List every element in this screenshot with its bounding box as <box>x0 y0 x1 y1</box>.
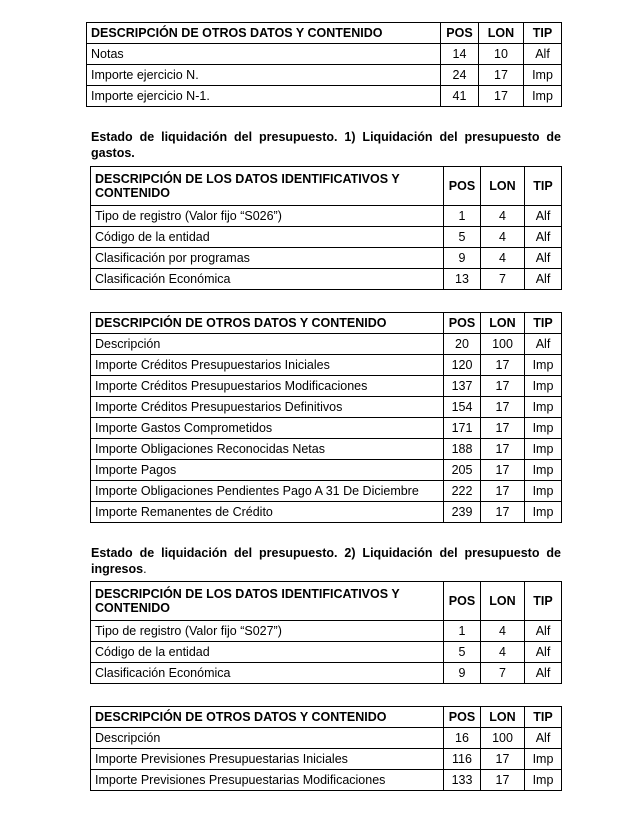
lon-cell: 4 <box>481 642 525 663</box>
lon-header: LON <box>481 313 525 334</box>
datos-identificativos-table-ingresos <box>90 581 562 684</box>
table-row <box>91 206 562 227</box>
desc-cell: Importe Créditos Presupuestarios Modificaciones <box>91 376 444 397</box>
table-row <box>91 621 562 642</box>
desc-cell: Clasificación Económica <box>91 269 444 290</box>
lon-cell: 7 <box>481 269 525 290</box>
lon-cell: 17 <box>481 376 525 397</box>
datos-identificativos-table-gastos <box>90 166 562 290</box>
pos-cell: 116 <box>444 749 481 770</box>
table-row <box>91 749 562 770</box>
desc-cell: Notas <box>87 44 441 65</box>
lon-cell: 100 <box>481 334 525 355</box>
desc-cell: Importe Previsiones Presupuestarias Modificaciones <box>91 770 444 791</box>
lon-cell: 4 <box>481 227 525 248</box>
tip-cell: Imp <box>525 355 562 376</box>
lon-header: LON <box>481 167 525 206</box>
desc-cell: Tipo de registro (Valor fijo “S026”) <box>91 206 444 227</box>
otros-datos-table-ingresos <box>90 706 562 791</box>
tip-header: TIP <box>525 167 562 206</box>
otros-datos-table-gastos <box>90 312 562 523</box>
table-row <box>87 86 562 107</box>
pos-cell: 154 <box>444 397 481 418</box>
pos-cell: 133 <box>444 770 481 791</box>
desc-cell: Importe Obligaciones Reconocidas Netas <box>91 439 444 460</box>
desc-header: DESCRIPCIÓN DE OTROS DATOS Y CONTENIDO <box>87 23 441 44</box>
tip-cell: Imp <box>525 502 562 523</box>
tip-cell: Alf <box>525 334 562 355</box>
pos-cell: 171 <box>444 418 481 439</box>
pos-header: POS <box>441 23 479 44</box>
pos-cell: 9 <box>444 248 481 269</box>
otros-datos-table-1 <box>86 22 562 107</box>
tip-cell: Alf <box>525 206 562 227</box>
pos-header: POS <box>444 167 481 206</box>
tip-cell: Imp <box>525 460 562 481</box>
tip-cell: Imp <box>524 86 562 107</box>
pos-cell: 24 <box>441 65 479 86</box>
desc-cell: Importe Gastos Comprometidos <box>91 418 444 439</box>
table-row <box>91 642 562 663</box>
lon-cell: 4 <box>481 621 525 642</box>
table-row <box>87 44 562 65</box>
tip-cell: Imp <box>525 749 562 770</box>
table-row <box>91 439 562 460</box>
lon-header: LON <box>479 23 524 44</box>
desc-cell: Importe Remanentes de Crédito <box>91 502 444 523</box>
tip-cell: Alf <box>525 248 562 269</box>
desc-header: DESCRIPCIÓN DE OTROS DATOS Y CONTENIDO <box>91 313 444 334</box>
tip-header: TIP <box>524 23 562 44</box>
table-header-row <box>91 582 562 621</box>
lon-cell: 17 <box>479 86 524 107</box>
lon-cell: 17 <box>481 749 525 770</box>
pos-cell: 41 <box>441 86 479 107</box>
lon-cell: 10 <box>479 44 524 65</box>
lon-cell: 17 <box>479 65 524 86</box>
tip-header: TIP <box>525 313 562 334</box>
table-row <box>91 248 562 269</box>
desc-header: DESCRIPCIÓN DE LOS DATOS IDENTIFICATIVOS Y CONTENIDO <box>91 582 444 621</box>
lon-header: LON <box>481 582 525 621</box>
desc-cell: Importe ejercicio N-1. <box>87 86 441 107</box>
pos-cell: 20 <box>444 334 481 355</box>
tip-cell: Imp <box>525 439 562 460</box>
pos-header: POS <box>444 582 481 621</box>
lon-cell: 100 <box>481 728 525 749</box>
lon-cell: 17 <box>481 481 525 502</box>
desc-cell: Clasificación por programas <box>91 248 444 269</box>
table-row <box>91 481 562 502</box>
lon-cell: 17 <box>481 460 525 481</box>
table-row <box>91 376 562 397</box>
pos-cell: 188 <box>444 439 481 460</box>
pos-cell: 1 <box>444 206 481 227</box>
table-header-row <box>91 707 562 728</box>
tip-header: TIP <box>525 707 562 728</box>
lon-cell: 17 <box>481 355 525 376</box>
lon-header: LON <box>481 707 525 728</box>
desc-cell: Importe Previsiones Presupuestarias Iniciales <box>91 749 444 770</box>
lon-cell: 4 <box>481 206 525 227</box>
pos-cell: 205 <box>444 460 481 481</box>
table-row <box>91 355 562 376</box>
pos-cell: 13 <box>444 269 481 290</box>
desc-header: DESCRIPCIÓN DE OTROS DATOS Y CONTENIDO <box>91 707 444 728</box>
lon-cell: 17 <box>481 502 525 523</box>
tip-cell: Alf <box>525 227 562 248</box>
desc-header: DESCRIPCIÓN DE LOS DATOS IDENTIFICATIVOS Y CONTENIDO <box>91 167 444 206</box>
lon-cell: 17 <box>481 770 525 791</box>
table-header-row <box>87 23 562 44</box>
desc-cell: Descripción <box>91 334 444 355</box>
desc-cell: Importe Obligaciones Pendientes Pago A 31 De Diciembre <box>91 481 444 502</box>
lon-cell: 7 <box>481 663 525 684</box>
desc-cell: Importe Pagos <box>91 460 444 481</box>
table-row <box>91 728 562 749</box>
table-row <box>87 65 562 86</box>
desc-cell: Descripción <box>91 728 444 749</box>
tip-cell: Alf <box>524 44 562 65</box>
table-row <box>91 663 562 684</box>
tip-cell: Imp <box>525 376 562 397</box>
table-row <box>91 269 562 290</box>
desc-cell: Código de la entidad <box>91 642 444 663</box>
table-row <box>91 502 562 523</box>
desc-cell: Código de la entidad <box>91 227 444 248</box>
tip-cell: Alf <box>525 642 562 663</box>
desc-cell: Clasificación Económica <box>91 663 444 684</box>
tip-cell: Alf <box>525 621 562 642</box>
tip-cell: Imp <box>524 65 562 86</box>
pos-cell: 14 <box>441 44 479 65</box>
section-heading-gastos: Estado de liquidación del presupuesto. 1) Liquidación del presupuesto de gastos. <box>91 130 561 160</box>
table-header-row <box>91 167 562 206</box>
tip-cell: Imp <box>525 397 562 418</box>
lon-cell: 4 <box>481 248 525 269</box>
table-row <box>91 227 562 248</box>
pos-cell: 120 <box>444 355 481 376</box>
pos-cell: 16 <box>444 728 481 749</box>
pos-cell: 222 <box>444 481 481 502</box>
tip-cell: Alf <box>525 269 562 290</box>
tip-header: TIP <box>525 582 562 621</box>
table-row <box>91 460 562 481</box>
pos-cell: 9 <box>444 663 481 684</box>
lon-cell: 17 <box>481 439 525 460</box>
tip-cell: Imp <box>525 418 562 439</box>
tip-cell: Imp <box>525 481 562 502</box>
desc-cell: Importe ejercicio N. <box>87 65 441 86</box>
pos-cell: 5 <box>444 642 481 663</box>
tip-cell: Alf <box>525 663 562 684</box>
pos-cell: 137 <box>444 376 481 397</box>
table-row <box>91 770 562 791</box>
desc-cell: Importe Créditos Presupuestarios Iniciales <box>91 355 444 376</box>
table-header-row <box>91 313 562 334</box>
lon-cell: 17 <box>481 418 525 439</box>
tip-cell: Imp <box>525 770 562 791</box>
section-heading-ingresos: Estado de liquidación del presupuesto. 2) Liquidación del presupuesto de ingresos. <box>91 546 561 576</box>
table-row <box>91 418 562 439</box>
desc-cell: Tipo de registro (Valor fijo “S027”) <box>91 621 444 642</box>
table-row <box>91 334 562 355</box>
table-row <box>91 397 562 418</box>
tip-cell: Alf <box>525 728 562 749</box>
pos-header: POS <box>444 707 481 728</box>
pos-cell: 239 <box>444 502 481 523</box>
pos-cell: 5 <box>444 227 481 248</box>
pos-cell: 1 <box>444 621 481 642</box>
pos-header: POS <box>444 313 481 334</box>
lon-cell: 17 <box>481 397 525 418</box>
desc-cell: Importe Créditos Presupuestarios Definitivos <box>91 397 444 418</box>
